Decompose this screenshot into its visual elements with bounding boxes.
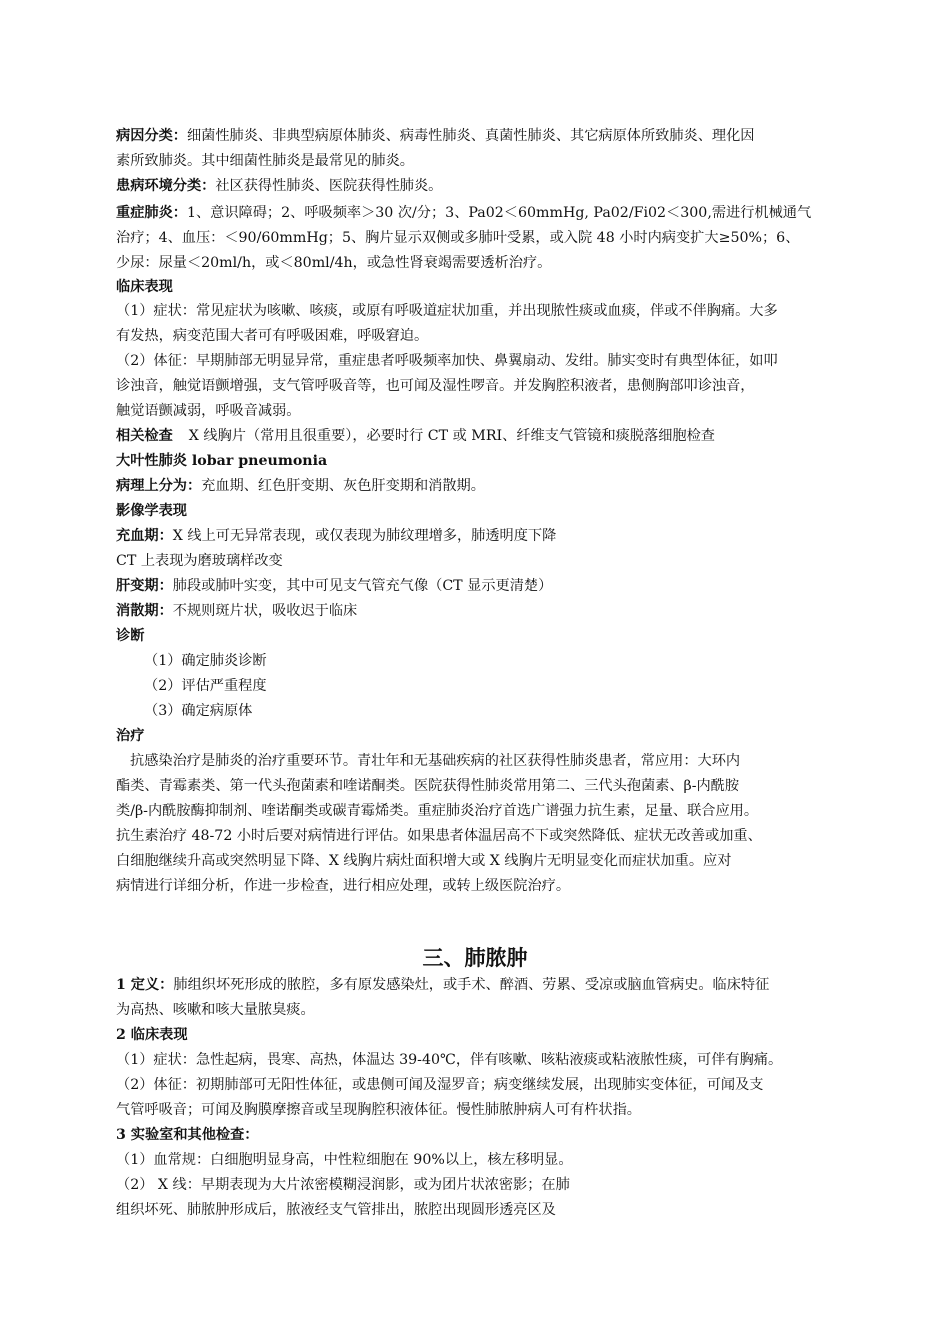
treatment-line-2: 酯类、青霉素类、第一代头孢菌素和喹诺酮类。医院获得性肺炎常用第二、三代头孢菌素、β-内酰胺 xyxy=(116,778,740,794)
congestion-label: 充血期： xyxy=(116,528,173,544)
heading-diagnosis: 诊断 xyxy=(116,628,145,644)
related-exam-line: 相关检查 X 线胸片（常用且很重要），必要时行 CT 或 MRI、纤维支气管镜和痰脱落细胞检查 xyxy=(116,428,715,444)
definition-line-1: 1 定义：肺组织坏死形成的脓腔，多有原发感染灶，或手术、醉酒、劳累、受凉或脑血管病史。临床特征 xyxy=(116,977,770,993)
treatment-line-6: 病情进行详细分析，作进一步检查，进行相应处理，或转上级医院治疗。 xyxy=(116,878,571,894)
etiology-line-1: 病因分类：细菌性肺炎、非典型病原体肺炎、病毒性肺炎、真菌性肺炎、其它病原体所致肺炎、理化因 xyxy=(116,128,755,144)
heading-treatment: 治疗 xyxy=(116,728,145,744)
environment-line: 患病环境分类：社区获得性肺炎、医院获得性肺炎。 xyxy=(116,178,443,194)
related-exam-label: 相关检查 xyxy=(116,428,173,444)
hepatization-line: 肝变期：肺段或肺叶实变，其中可见支气管充气像（CT 显示更清楚） xyxy=(116,578,553,594)
pathology-label: 病理上分为： xyxy=(116,478,202,494)
abscess-symptom-line: （1）症状：急性起病，畏寒、高热，体温达 39-40℃，伴有咳嗽、咳粘液痰或粘液脓性痰，可伴有胸痛。 xyxy=(116,1052,783,1068)
etiology-line-2: 素所致肺炎。其中细菌性肺炎是最常见的肺炎。 xyxy=(116,153,414,169)
pathology-line: 病理上分为：充血期、红色肝变期、灰色肝变期和消散期。 xyxy=(116,478,485,494)
congestion-line: 充血期：X 线上可无异常表现，或仅表现为肺纹理增多，肺透明度下降 xyxy=(116,528,557,544)
blood-routine-line: （1）血常规：白细胞明显身高，中性粒细胞在 90%以上，核左移明显。 xyxy=(116,1152,573,1168)
heading-abscess-clinical: 2 临床表现 xyxy=(116,1027,188,1043)
heading-imaging: 影像学表现 xyxy=(116,503,187,519)
treatment-line-4: 抗生素治疗 48-72 小时后要对病情进行评估。如果患者体温居高不下或突然降低、症状无改善或加重、 xyxy=(116,828,762,844)
heading-clinical: 临床表现 xyxy=(116,279,173,295)
section-title-lung-abscess: 三、肺脓肿 xyxy=(422,945,528,970)
treatment-line-1: 抗感染治疗是肺炎的治疗重要环节。青壮年和无基础疾病的社区获得性肺炎患者，常应用：大环内 xyxy=(130,753,741,769)
abscess-sign-line-2: 气管呼吸音；可闻及胸膜摩擦音或呈现胸腔积液体征。慢性肺脓肿病人可有杵状指。 xyxy=(116,1102,641,1118)
severe-pneumonia-line-2: 治疗；4、血压：＜90/60mmHg；5、胸片显示双侧或多肺叶受累，或入院 48 小时内病变扩大≥50%；6、 xyxy=(116,230,800,246)
etiology-label: 病因分类： xyxy=(116,128,187,144)
severe-pneumonia-line-3: 少尿：尿量＜20ml/h，或＜80ml/4h，或急性肾衰竭需要透析治疗。 xyxy=(116,255,552,271)
hepatization-label: 肝变期： xyxy=(116,578,173,594)
symptom-line-1: （1）症状：常见症状为咳嗽、咳痰，或原有呼吸道症状加重，并出现脓性痰或血痰，伴或不伴胸痛。大多 xyxy=(116,303,778,319)
sign-line-1: （2）体征：早期肺部无明显异常，重症患者呼吸频率加快、鼻翼扇动、发绀。肺实变时有典型体征，如叩 xyxy=(116,353,778,369)
definition-label: 1 定义： xyxy=(116,977,174,993)
treatment-line-3: 类/β-内酰胺酶抑制剂、喹诺酮类或碳青霉烯类。重症肺炎治疗首选广谱强力抗生素，足量、联合应用。 xyxy=(116,803,759,819)
definition-line-2: 为高热、咳嗽和咳大量脓臭痰。 xyxy=(116,1002,315,1018)
ct-line: CT 上表现为磨玻璃样改变 xyxy=(116,553,283,569)
resolution-line: 消散期：不规则斑片状，吸收迟于临床 xyxy=(116,603,358,619)
heading-lobar-pneumonia: 大叶性肺炎 lobar pneumonia xyxy=(116,453,328,469)
severe-pneumonia-line-1: 重症肺炎：1、意识障碍；2、呼吸频率＞30 次/分；3、Pa02＜60mmHg, Pa02/Fi02＜300,需进行机械通气 xyxy=(116,205,812,221)
diagnosis-item-3: （3）确定病原体 xyxy=(144,703,253,719)
xray-line-1: （2） X 线：早期表现为大片浓密模糊浸润影，或为团片状浓密影；在肺 xyxy=(116,1177,570,1193)
sign-line-2: 诊浊音，触觉语颤增强，支气管呼吸音等，也可闻及湿性啰音。并发胸腔积液者，患侧胸部叩诊浊音， xyxy=(116,378,755,394)
severe-pneumonia-label: 重症肺炎： xyxy=(116,205,187,221)
xray-line-2: 组织坏死、肺脓肿形成后，脓液经支气管排出，脓腔出现圆形透亮区及 xyxy=(116,1202,556,1218)
sign-line-3: 触觉语颤减弱，呼吸音减弱。 xyxy=(116,403,301,419)
environment-label: 患病环境分类： xyxy=(116,178,216,194)
heading-lab-exams: 3 实验室和其他检查： xyxy=(116,1127,259,1143)
abscess-sign-line-1: （2）体征：初期肺部可无阳性体征，或患侧可闻及湿罗音；病变继续发展，出现肺实变体征，可闻及支 xyxy=(116,1077,764,1093)
symptom-line-2: 有发热，病变范围大者可有呼吸困难，呼吸窘迫。 xyxy=(116,328,429,344)
diagnosis-item-2: （2）评估严重程度 xyxy=(144,678,267,694)
treatment-line-5: 白细胞继续升高或突然明显下降、X 线胸片病灶面积增大或 X 线胸片无明显变化而症状加重。应对 xyxy=(116,853,732,869)
diagnosis-item-1: （1）确定肺炎诊断 xyxy=(144,653,267,669)
resolution-label: 消散期： xyxy=(116,603,173,619)
